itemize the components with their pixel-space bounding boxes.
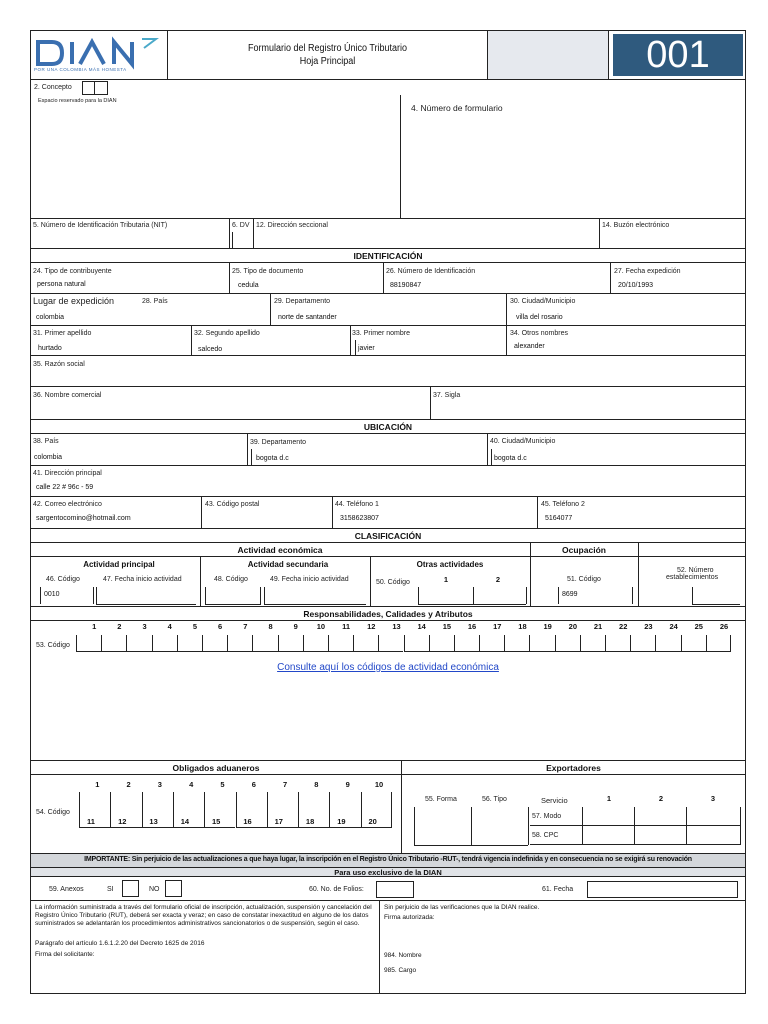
tel2-label: 45. Teléfono 2 <box>541 501 585 508</box>
fecha-box[interactable] <box>587 881 738 898</box>
anexos-si-label: SI <box>107 886 114 893</box>
aduaneros-number: 16 <box>243 817 252 826</box>
resp-code-cell[interactable] <box>681 635 706 652</box>
aduaneros-number: 3 <box>157 780 162 789</box>
codigo50-label: 50. Código <box>376 579 410 586</box>
uso-dian-title: Para uso exclusivo de la DIAN <box>334 868 442 877</box>
aduaneros-number: 12 <box>118 817 127 826</box>
resp-number: 15 <box>442 622 452 631</box>
aduaneros-number: 18 <box>305 817 315 826</box>
codigo46-label: 46. Código <box>46 576 80 583</box>
aduaneros-number: 11 <box>87 817 95 826</box>
aduaneros-number: 4 <box>189 780 194 789</box>
resp-code-cell[interactable] <box>328 635 353 652</box>
resp-number: 8 <box>268 622 273 631</box>
dian-logo <box>34 36 162 76</box>
numero-formulario-label: 4. Número de formulario <box>411 103 503 113</box>
f47-box-b <box>96 604 196 605</box>
cpc-label: 58. CPC <box>532 832 559 839</box>
resp-number: 26 <box>719 622 729 631</box>
actividad-codes-link[interactable]: Consulte aquí los códigos de actividad económica <box>277 662 499 673</box>
id-r3-sep2 <box>350 325 351 356</box>
est-box-l <box>692 587 693 604</box>
resp-number: 7 <box>243 622 248 631</box>
correo-label: 42. Correo electrónico <box>33 501 102 508</box>
resp-number: 2 <box>117 622 122 631</box>
nombre1-value[interactable]: javier <box>358 345 375 352</box>
resp-code-cell[interactable] <box>353 635 378 652</box>
aduaneros-number: 20 <box>368 817 377 826</box>
footer-verificaciones: Sin perjuicio de las verificaciones que la DIAN realice. <box>384 904 540 911</box>
numero-id-label: 26. Número de Identificación <box>386 268 476 275</box>
ubicacion-title: UBICACIÓN <box>363 422 413 432</box>
aduaneros-number: 5 <box>220 780 225 789</box>
resp-code-cell[interactable] <box>76 635 101 652</box>
identificacion-title: IDENTIFICACIÓN <box>353 251 423 261</box>
nombre1-box-line <box>355 340 356 356</box>
resp-number: 19 <box>543 622 552 631</box>
resp-code-cell[interactable] <box>126 635 151 652</box>
fecha49-label: 49. Fecha inicio actividad <box>270 576 349 583</box>
c48-box-r <box>260 587 261 604</box>
resp-number: 13 <box>392 622 401 631</box>
c50-box-m <box>473 587 474 604</box>
resp-number: 21 <box>593 622 603 631</box>
resp-number: 23 <box>644 622 653 631</box>
footer-legal-text: La información suministrada a través del formulario oficial de inscripción, actualización, suspensión y cancelación del Registro Único Tributario (RUT), deberá ser exacta y veraz; en caso de constatar inexactitud en alguno de los datos suministrados se adelantarán los procedimientos administrativos sancionatorios o de suspensión, según el caso. <box>35 904 372 928</box>
resp-code-cell[interactable] <box>404 635 429 652</box>
resp-number: 17 <box>493 622 502 631</box>
resp-number: 25 <box>694 622 703 631</box>
top-divider <box>400 95 401 219</box>
resp-code-cell[interactable] <box>177 635 202 652</box>
otras-actividades-title: Otras actividades <box>416 560 484 569</box>
resp-number: 12 <box>367 622 376 631</box>
aduaneros-number: 10 <box>374 780 384 789</box>
resp-code-cell[interactable] <box>580 635 605 652</box>
resp-code-cell[interactable] <box>278 635 303 652</box>
cargo-985-label: 985. Cargo <box>384 967 417 974</box>
anexos-label: 59. Anexos <box>49 886 84 893</box>
ub-ciudad-line <box>491 449 492 466</box>
dv-box-line <box>232 232 233 249</box>
ub-r1-sep2 <box>487 433 488 466</box>
resp-code-cell[interactable] <box>252 635 277 652</box>
nit-sep3 <box>599 218 600 249</box>
ocupacion-title: Ocupación <box>562 545 606 555</box>
header-gray-cell <box>487 30 609 80</box>
numero-id-value[interactable]: 88190847 <box>390 282 422 289</box>
c46-box-r <box>93 587 94 604</box>
resp-code-cell[interactable] <box>202 635 227 652</box>
ub-row1 <box>30 433 746 466</box>
id-r1-sep2 <box>383 262 384 294</box>
ub-depto-value[interactable]: bogota d.c <box>256 455 289 462</box>
c50-box-b <box>418 604 526 605</box>
anexos-si-box[interactable] <box>122 880 139 897</box>
exp-col-2: 2 <box>658 794 664 803</box>
forma-box-b <box>414 845 528 846</box>
direccion-value[interactable]: calle 22 # 96c - 59 <box>36 484 94 491</box>
c46-box-l <box>40 587 41 604</box>
f49-box-l <box>264 587 265 604</box>
seccional-label: 12. Dirección seccional <box>256 222 328 229</box>
tipo-documento-value[interactable]: cedula <box>238 282 259 289</box>
folios-box[interactable] <box>376 881 414 898</box>
ub-r3-sep1 <box>201 496 202 529</box>
aduaneros-number: 13 <box>149 817 158 826</box>
resp-number: 18 <box>518 622 527 631</box>
ub-depto-line <box>251 449 252 466</box>
tipo-box-r <box>528 807 529 845</box>
resp-number: 9 <box>293 622 298 631</box>
apellido1-value[interactable]: hurtado <box>38 345 62 352</box>
resp-code-cell[interactable] <box>152 635 177 652</box>
servicio-col3 <box>686 807 687 845</box>
ub-ciudad-label: 40. Ciudad/Municipio <box>490 438 556 445</box>
importante-text: IMPORTANTE: Sin perjuicio de las actualizaciones a que haya lugar, la inscripción en el Registro Único Tributario -RUT-, tendrá vigencia indefinida y en consecuencia no se exigirá su renovación <box>84 856 692 863</box>
codigo51-value[interactable]: 8699 <box>562 591 578 598</box>
aduaneros-number: 19 <box>337 817 346 826</box>
ub-r1-sep1 <box>247 433 248 466</box>
tel1-value[interactable]: 3158623807 <box>340 515 379 522</box>
firma-solicitante-label: Firma del solicitante: <box>35 951 95 958</box>
resp-number: 3 <box>142 622 147 631</box>
concepto-box-2[interactable] <box>94 81 108 95</box>
resp-number: 24 <box>669 622 678 631</box>
razon-social-label: 35. Razón social <box>33 361 85 368</box>
ub-row3 <box>30 496 746 529</box>
logo-tagline: POR UNA COLOMBIA MÁS HONESTA <box>34 67 127 72</box>
resp-code-cell[interactable] <box>303 635 328 652</box>
correo-value[interactable]: sargentocomino@hotmail.com <box>36 515 131 522</box>
id-r1-sep1 <box>229 262 230 294</box>
tipo-label: 56. Tipo <box>482 796 507 803</box>
aduaneros-number: 9 <box>345 780 350 789</box>
tel2-value[interactable]: 5164077 <box>545 515 573 522</box>
aduaneros-number: 1 <box>95 780 100 789</box>
form-title-line2: Hoja Principal <box>299 56 356 67</box>
nombre-984-label: 984. Nombre <box>384 952 422 959</box>
id-r2-sep2 <box>506 293 507 326</box>
apellido1-label: 31. Primer apellido <box>33 330 92 337</box>
nit-sep1 <box>229 218 230 249</box>
servicio-mid <box>530 825 741 826</box>
resp-number: 22 <box>619 622 628 631</box>
id-row1 <box>30 262 746 294</box>
actividad-economica-title: Actividad económica <box>237 545 323 555</box>
resp-number: 20 <box>568 622 578 631</box>
resp-code-cell[interactable] <box>479 635 504 652</box>
tipo-box-l <box>471 807 472 845</box>
resp-code-cell[interactable] <box>555 635 580 652</box>
resp-code-cell[interactable] <box>429 635 454 652</box>
exportadores-title: Exportadores <box>546 763 601 773</box>
resp-code-cell[interactable] <box>529 635 554 652</box>
codigo53-label: 53. Código <box>36 642 70 649</box>
servicio-col1 <box>582 807 583 845</box>
apellido2-value[interactable]: salcedo <box>198 346 223 353</box>
aduaneros-title: Obligados aduaneros <box>172 763 260 773</box>
ub-ciudad-value[interactable]: bogota d.c <box>494 455 527 462</box>
dv-label: 6. DV <box>232 222 250 229</box>
postal-label: 43. Código postal <box>205 501 260 508</box>
folios-label: 60. No. de Folios: <box>309 886 364 893</box>
depto-value[interactable]: norte de santander <box>278 314 337 321</box>
tipo-contribuyente-label: 24. Tipo de contribuyente <box>33 268 112 275</box>
exp-col-1: 1 <box>606 794 612 803</box>
forma-box-l <box>414 807 415 845</box>
anexos-no-box[interactable] <box>165 880 182 897</box>
ub-pais-label: 38. País <box>33 438 59 445</box>
anexos-no-label: NO <box>149 886 160 893</box>
c48-box-b <box>205 604 261 605</box>
c51-box-l <box>558 587 559 604</box>
otros-nombres-label: 34. Otros nombres <box>510 330 568 337</box>
resp-number: 4 <box>167 622 172 631</box>
footer-legal-ref: Parágrafo del artículo 1.6.1.2.20 del Decreto 1625 de 2016 <box>35 940 205 947</box>
establecimientos-label-2: establecimientos <box>666 574 719 581</box>
fecha-exp-value[interactable]: 20/10/1993 <box>618 282 654 289</box>
form-code-box: 001 <box>613 34 743 76</box>
codigo46-value[interactable]: 0010 <box>44 591 60 598</box>
actividad-principal-title: Actividad principal <box>83 560 155 569</box>
f49-box-b <box>264 604 366 605</box>
id-row2 <box>30 293 746 326</box>
tel1-label: 44. Teléfono 1 <box>335 501 379 508</box>
codigo51-label: 51. Código <box>567 576 601 583</box>
codigo48-label: 48. Código <box>214 576 248 583</box>
c50-box-r <box>526 587 527 604</box>
actividad-secundaria-title: Actividad secundaria <box>247 560 329 569</box>
ub-r3-sep3 <box>537 496 538 529</box>
aduaneros-number: 14 <box>180 817 190 826</box>
resp-number: 11 <box>342 622 351 631</box>
apellido2-label: 32. Segundo apellido <box>194 330 260 337</box>
resp-number: 14 <box>417 622 426 631</box>
servicio-col2 <box>634 807 635 845</box>
id-r3-sep1 <box>191 325 192 356</box>
direccion-label: 41. Dirección principal <box>33 470 102 477</box>
resp-code-cell[interactable] <box>504 635 529 652</box>
otras-1-number: 1 <box>443 575 449 584</box>
aduaneros-number: 2 <box>126 780 131 789</box>
resp-code-cell[interactable] <box>101 635 126 652</box>
sigla-label: 37. Sigla <box>433 392 461 399</box>
resp-number: 5 <box>192 622 198 631</box>
resp-number: 1 <box>92 622 97 631</box>
sigla-sep <box>430 386 431 420</box>
buzon-label: 14. Buzón electrónico <box>602 222 670 229</box>
c50-box-l1 <box>418 587 419 604</box>
nombre-comercial-label: 36. Nombre comercial <box>33 392 102 399</box>
resp-code-cell[interactable] <box>706 635 731 652</box>
nit-label: 5. Número de Identificación Tributaria (NIT) <box>33 222 168 229</box>
codigo54-label: 54. Código <box>36 809 70 816</box>
resp-code-cell[interactable] <box>227 635 252 652</box>
pais-value[interactable]: colombia <box>36 314 65 321</box>
ub-pais-value[interactable]: colombia <box>34 454 63 461</box>
resp-code-cell[interactable] <box>605 635 630 652</box>
ciudad-value[interactable]: villa del rosario <box>516 314 563 321</box>
ub-depto-label: 39. Departamento <box>250 439 307 446</box>
resp-number: 6 <box>218 622 223 631</box>
servicio-label: Servicio <box>541 796 568 805</box>
concepto-label: 2. Concepto <box>34 84 72 91</box>
id-r3-sep3 <box>506 325 507 356</box>
modo-label: 57. Modo <box>532 813 562 820</box>
aduaneros-number: 15 <box>212 817 221 826</box>
c48-box-l <box>205 587 206 604</box>
fecha-label: 61. Fecha <box>542 886 574 893</box>
resp-code-cell[interactable] <box>655 635 680 652</box>
tipo-contribuyente-value[interactable]: persona natural <box>37 281 86 288</box>
form-title-line1: Formulario del Registro Único Tributario <box>247 43 408 54</box>
fecha-exp-label: 27. Fecha expedición <box>614 268 681 275</box>
ciudad-label: 30. Ciudad/Municipio <box>510 298 576 305</box>
top-area <box>30 79 746 219</box>
forma-label: 55. Forma <box>425 796 457 803</box>
footer-sep <box>379 900 380 994</box>
exp-col-3: 3 <box>710 794 716 803</box>
razon-social-row <box>30 355 746 387</box>
id-r2-sep1 <box>270 293 271 326</box>
reserved-label: Espacio reservado para la DIAN <box>38 98 117 104</box>
establecimientos-label-1: 52. Número <box>677 567 714 574</box>
aduaneros-number: 7 <box>283 780 288 789</box>
f47-box-l <box>96 587 97 604</box>
fecha47-label: 47. Fecha inicio actividad <box>103 576 182 583</box>
aduaneros-number: 17 <box>274 817 283 826</box>
ub-r3-sep2 <box>332 496 333 529</box>
form-title <box>183 42 472 68</box>
aduaneros-number: 6 <box>251 780 256 789</box>
lugar-exp-label: Lugar de expedición <box>33 296 115 306</box>
direccion-row <box>30 465 746 497</box>
aduaneros-number: 8 <box>314 780 319 789</box>
nit-sep2 <box>253 218 254 249</box>
otros-nombres-value[interactable]: alexander <box>514 343 545 350</box>
nombre1-label: 33. Primer nombre <box>352 330 410 337</box>
depto-label: 29. Departamento <box>274 298 331 305</box>
resp-code-cell[interactable] <box>454 635 479 652</box>
servicio-grid <box>530 807 741 845</box>
resp-code-cell[interactable] <box>378 635 403 652</box>
est-box-b <box>692 604 740 605</box>
id-r1-sep3 <box>610 262 611 294</box>
resp-number: 10 <box>316 622 326 631</box>
nombre-comercial-row <box>30 386 746 420</box>
resp-number: 16 <box>467 622 477 631</box>
tipo-documento-label: 25. Tipo de documento <box>232 268 304 275</box>
responsabilidades-title: Responsabilidades, Calidades y Atributos <box>303 609 473 619</box>
c51-box-r <box>632 587 633 604</box>
resp-code-cell[interactable] <box>630 635 655 652</box>
firma-autorizada-label: Firma autorizada: <box>384 914 435 921</box>
pais-label: 28. País <box>142 298 168 305</box>
clasificacion-title: CLASIFICACIÓN <box>354 531 422 541</box>
otras-2-number: 2 <box>495 575 501 584</box>
